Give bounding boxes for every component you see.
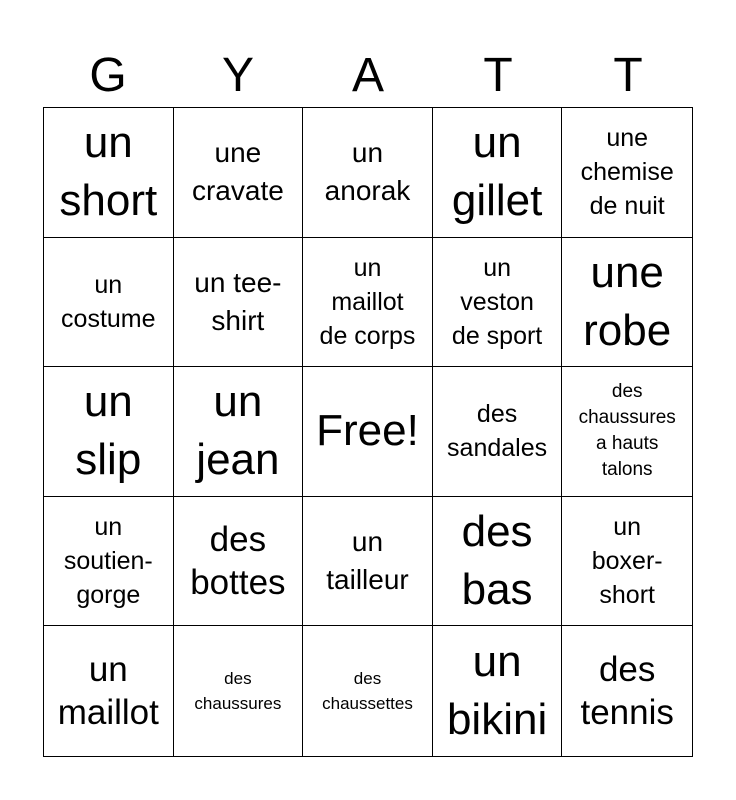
bingo-cell[interactable]	[44, 497, 174, 627]
cell-label: une cravate	[191, 137, 284, 207]
cell-label: un veston de sport	[451, 253, 543, 350]
bingo-cell[interactable]	[433, 238, 563, 368]
header-letter: Y	[221, 49, 254, 102]
cell-label: une chemise de nuit	[580, 124, 674, 221]
cell-label: un gillet	[451, 118, 543, 226]
cell-label: un bikini	[446, 637, 548, 745]
cell-label: des bas	[461, 507, 533, 615]
cell-label: un tee- shirt	[194, 266, 282, 336]
header-letter: A	[351, 49, 384, 102]
cell-label: des sandales	[447, 400, 548, 463]
free-space-cell[interactable]	[303, 367, 433, 497]
bingo-cell[interactable]	[433, 497, 563, 627]
cell-label: des chaussettes	[322, 669, 413, 714]
cell-label: des bottes	[190, 520, 286, 603]
bingo-cell[interactable]	[44, 626, 174, 756]
bingo-cell[interactable]	[174, 367, 304, 497]
cell-label: un costume	[61, 270, 156, 333]
cell-label: une robe	[583, 247, 672, 355]
bingo-cell[interactable]	[303, 497, 433, 627]
cell-label: un short	[59, 118, 158, 226]
header-letter: G	[89, 49, 127, 102]
bingo-cell[interactable]	[303, 238, 433, 368]
cell-label: un slip	[75, 377, 142, 485]
cell-label: un tailleur	[326, 526, 409, 596]
cell-label: un soutien- gorge	[63, 513, 153, 610]
cell-label: des tennis	[580, 650, 674, 733]
bingo-cell[interactable]	[562, 108, 692, 238]
bingo-cell[interactable]	[562, 626, 692, 756]
bingo-board	[43, 107, 693, 757]
bingo-cell[interactable]	[433, 108, 563, 238]
cell-label: un maillot	[57, 650, 159, 733]
bingo-header	[43, 44, 693, 108]
cell-label: un boxer- short	[591, 513, 663, 610]
cell-label: Free!	[316, 406, 419, 456]
bingo-cell[interactable]	[174, 108, 304, 238]
bingo-cell[interactable]	[562, 497, 692, 627]
bingo-cell[interactable]	[433, 626, 563, 756]
bingo-cell[interactable]	[303, 626, 433, 756]
bingo-cell[interactable]	[562, 238, 692, 368]
cell-label: des chaussures	[194, 669, 282, 714]
cell-label: un anorak	[324, 137, 411, 207]
cell-label: un maillot de corps	[319, 253, 416, 350]
bingo-cell[interactable]	[44, 238, 174, 368]
bingo-cell[interactable]	[174, 626, 304, 756]
bingo-cell[interactable]	[174, 238, 304, 368]
cell-label: des chaussures a hauts talons	[578, 381, 676, 481]
bingo-cell[interactable]	[174, 497, 304, 627]
bingo-cell[interactable]	[562, 367, 692, 497]
bingo-cell[interactable]	[44, 108, 174, 238]
bingo-cell[interactable]	[433, 367, 563, 497]
bingo-cell[interactable]	[44, 367, 174, 497]
header-letter: T	[483, 49, 513, 102]
cell-label: un jean	[196, 377, 280, 485]
bingo-cell[interactable]	[303, 108, 433, 238]
header-letter: T	[613, 49, 643, 102]
